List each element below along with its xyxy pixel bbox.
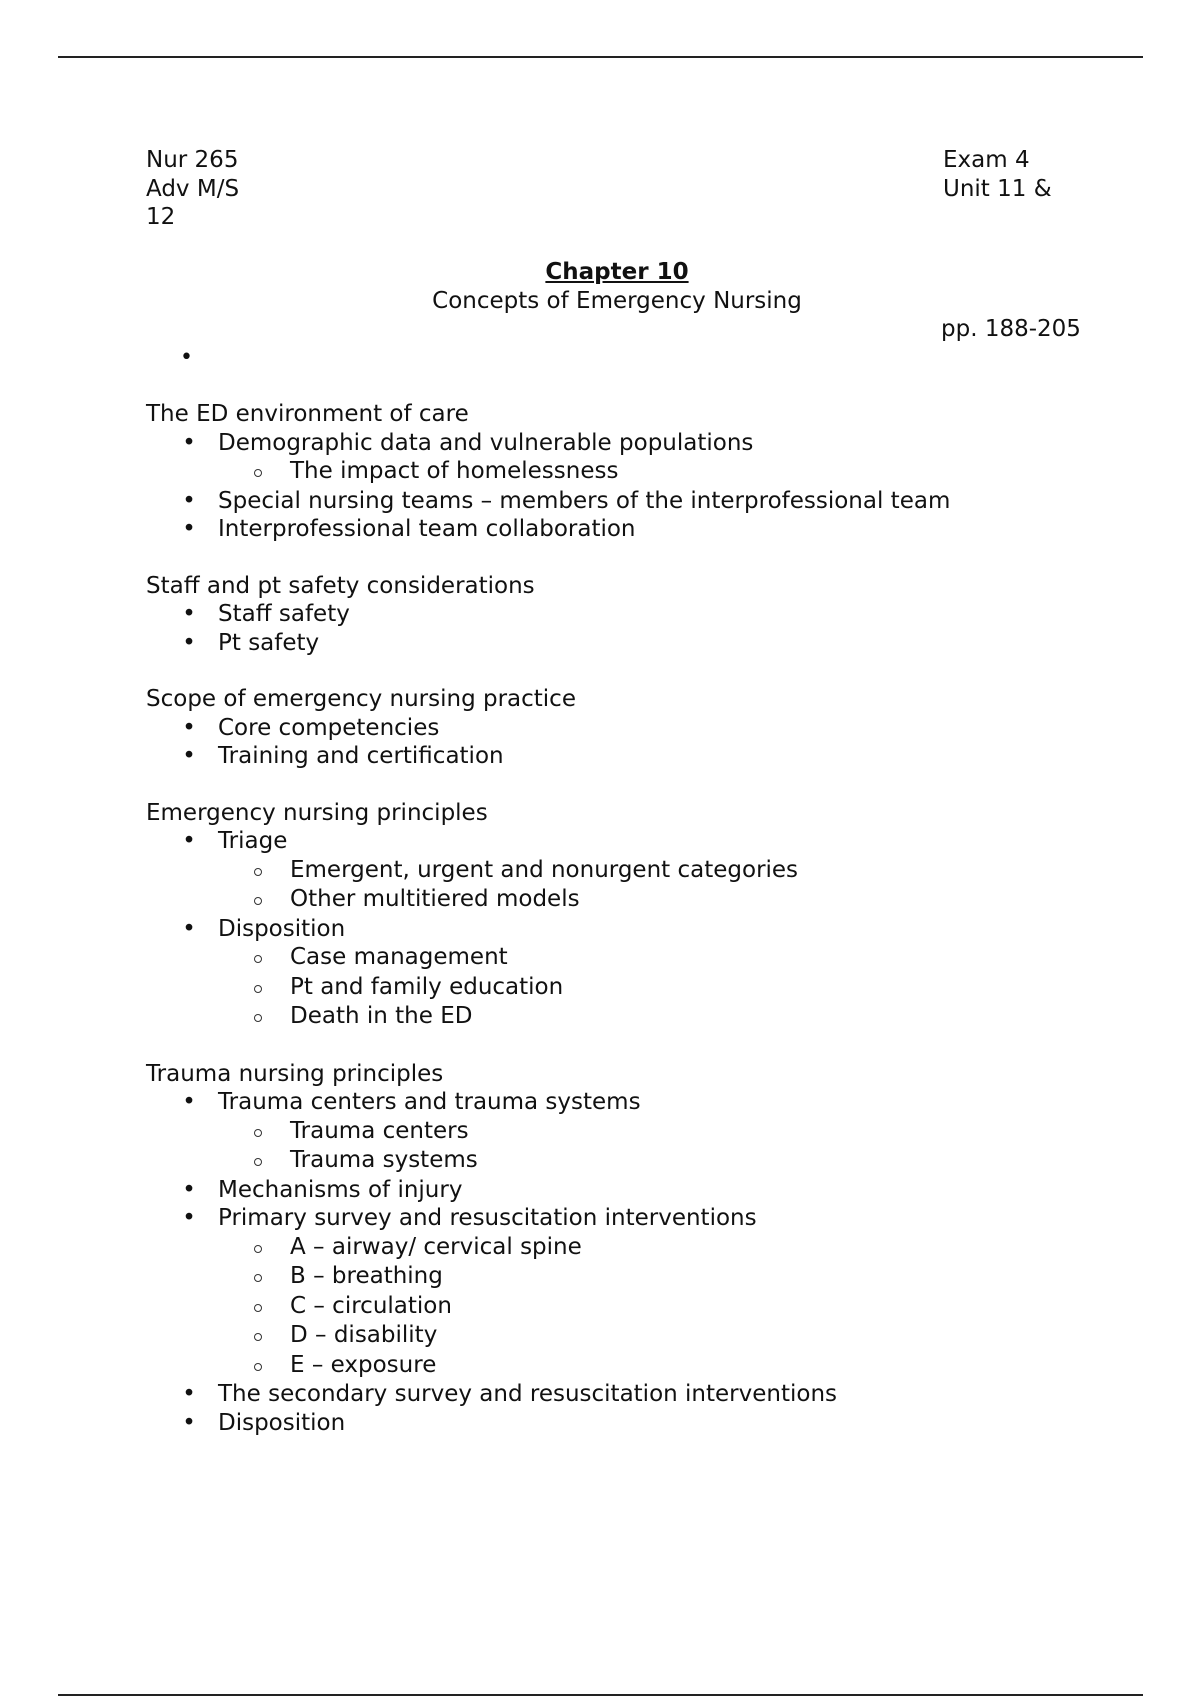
subtopic-item [218, 1292, 1146, 1322]
subtopic-item [218, 973, 1146, 1003]
topic-item [146, 1409, 1146, 1438]
subtopic-label: Other multitiered models [290, 886, 580, 912]
topic-item [146, 1204, 1146, 1380]
topic-list [146, 429, 1146, 544]
bullet-icon: • [182, 1409, 196, 1436]
course-info [146, 146, 239, 232]
subtopic-item [218, 1233, 1146, 1263]
topic-label: Demographic data and vulnerable populations [218, 429, 754, 456]
subtopic-item [218, 1146, 1146, 1176]
section-title: The ED environment of care [146, 401, 469, 427]
subtopic-label: Pt and family education [290, 973, 564, 1000]
hollow-circle-bullet-icon [254, 985, 262, 993]
bottom-rule [58, 1694, 1143, 1696]
subtopic-label: C – circulation [290, 1292, 452, 1319]
topic-label: Triage [218, 828, 288, 854]
bullet-icon: • [182, 429, 196, 456]
subtopic-label: The impact of homelessness [290, 458, 619, 484]
topic-item [146, 629, 1146, 658]
subtopic-label: Trauma centers [290, 1117, 469, 1144]
bullet-icon: • [182, 915, 196, 942]
subtopic-label: Emergent, urgent and nonurgent categories [290, 856, 799, 883]
bullet-icon: • [182, 629, 196, 656]
hollow-circle-bullet-icon [254, 955, 262, 963]
section-title: Emergency nursing principles [146, 799, 488, 826]
subtopic-label: B – breathing [290, 1263, 443, 1289]
hollow-circle-bullet-icon [254, 1245, 262, 1253]
topic-label: Disposition [218, 1409, 346, 1436]
topic-item [146, 714, 1146, 743]
topic-list [146, 827, 1146, 1032]
topic-item [146, 742, 1146, 771]
topic-item [146, 1380, 1146, 1409]
topic-label: Trauma centers and trauma systems [218, 1089, 641, 1115]
hollow-circle-bullet-icon [254, 897, 262, 905]
topic-list [146, 600, 1146, 657]
subtopic-item [218, 1262, 1146, 1292]
topic-label: Staff safety [218, 601, 350, 627]
subtopic-item [218, 1002, 1146, 1032]
outline-section [146, 400, 1146, 544]
chapter-title: Chapter 10 [545, 259, 689, 285]
hollow-circle-bullet-icon [254, 1274, 262, 1282]
subtopic-list [218, 1117, 1146, 1176]
outline-section [146, 685, 1146, 771]
outline [146, 400, 1146, 1465]
bullet-icon: • [182, 601, 196, 627]
page-range: pp. 188-205 [941, 316, 1081, 342]
exam-info [943, 146, 1052, 203]
subtopic-label: Trauma systems [290, 1147, 478, 1173]
topic-label: Interprofessional team collaboration [218, 516, 636, 542]
subtopic-item [218, 856, 1146, 886]
hollow-circle-bullet-icon [254, 1129, 262, 1137]
topic-item [146, 429, 1146, 487]
subtopic-item [218, 885, 1146, 915]
empty-bullet: • [180, 345, 193, 370]
hollow-circle-bullet-icon [254, 1158, 262, 1166]
exam-number: Exam 4 [943, 147, 1030, 173]
bullet-icon: • [182, 1205, 196, 1231]
topic-item [146, 827, 1146, 915]
course-units-continued: 12 [146, 204, 176, 230]
hollow-circle-bullet-icon [254, 1333, 262, 1341]
subtopic-label: A – airway/ cervical spine [290, 1233, 582, 1260]
topic-label: Core competencies [218, 714, 440, 741]
section-title: Trauma nursing principles [146, 1060, 444, 1087]
bullet-icon: • [182, 714, 196, 741]
topic-label: Mechanisms of injury [218, 1176, 463, 1203]
subtopic-list [218, 943, 1146, 1032]
topic-label: Disposition [218, 915, 346, 942]
topic-item [146, 1176, 1146, 1205]
top-rule [58, 56, 1143, 58]
subtopic-label: D – disability [290, 1322, 438, 1348]
subtopic-list [218, 1233, 1146, 1381]
subtopic-list [218, 856, 1146, 915]
subtopic-item [218, 1351, 1146, 1381]
course-name: Adv M/S [146, 175, 240, 202]
bullet-icon: • [182, 1089, 196, 1115]
subtopic-item [218, 457, 1146, 487]
topic-list [146, 1088, 1146, 1437]
hollow-circle-bullet-icon [254, 868, 262, 876]
hollow-circle-bullet-icon [254, 1363, 262, 1371]
section-title: Staff and pt safety considerations [146, 572, 535, 599]
topic-label: Pt safety [218, 629, 320, 656]
topic-item [146, 1088, 1146, 1176]
chapter-subtitle: Concepts of Emergency Nursing [432, 287, 802, 314]
bullet-icon: • [182, 1381, 196, 1407]
topic-label: Special nursing teams – members of the interprofessional team [218, 487, 951, 514]
topic-item [146, 515, 1146, 544]
hollow-circle-bullet-icon [254, 1014, 262, 1022]
topic-label: Primary survey and resuscitation interventions [218, 1205, 757, 1231]
topic-list [146, 714, 1146, 771]
bullet-icon: • [182, 743, 196, 769]
subtopic-label: Death in the ED [290, 1003, 473, 1029]
bullet-icon: • [182, 828, 196, 854]
hollow-circle-bullet-icon [254, 1304, 262, 1312]
outline-section [146, 1060, 1146, 1438]
outline-section [146, 799, 1146, 1032]
title-block [0, 258, 1200, 315]
bullet-icon: • [182, 1176, 196, 1203]
topic-item [146, 487, 1146, 516]
subtopic-item [218, 1117, 1146, 1147]
bullet-icon: • [182, 487, 196, 514]
topic-item [146, 915, 1146, 1032]
subtopic-label: Case management [290, 944, 508, 970]
subtopic-item [218, 1321, 1146, 1351]
subtopic-list [218, 457, 1146, 487]
bullet-icon: • [182, 516, 196, 542]
section-title: Scope of emergency nursing practice [146, 686, 576, 712]
outline-section [146, 572, 1146, 658]
subtopic-item [218, 943, 1146, 973]
subtopic-label: E – exposure [290, 1351, 437, 1378]
hollow-circle-bullet-icon [254, 469, 262, 477]
topic-item [146, 600, 1146, 629]
exam-units: Unit 11 & [943, 175, 1052, 202]
topic-label: The secondary survey and resuscitation interventions [218, 1381, 838, 1407]
course-number: Nur 265 [146, 147, 239, 173]
topic-label: Training and certification [218, 743, 504, 769]
